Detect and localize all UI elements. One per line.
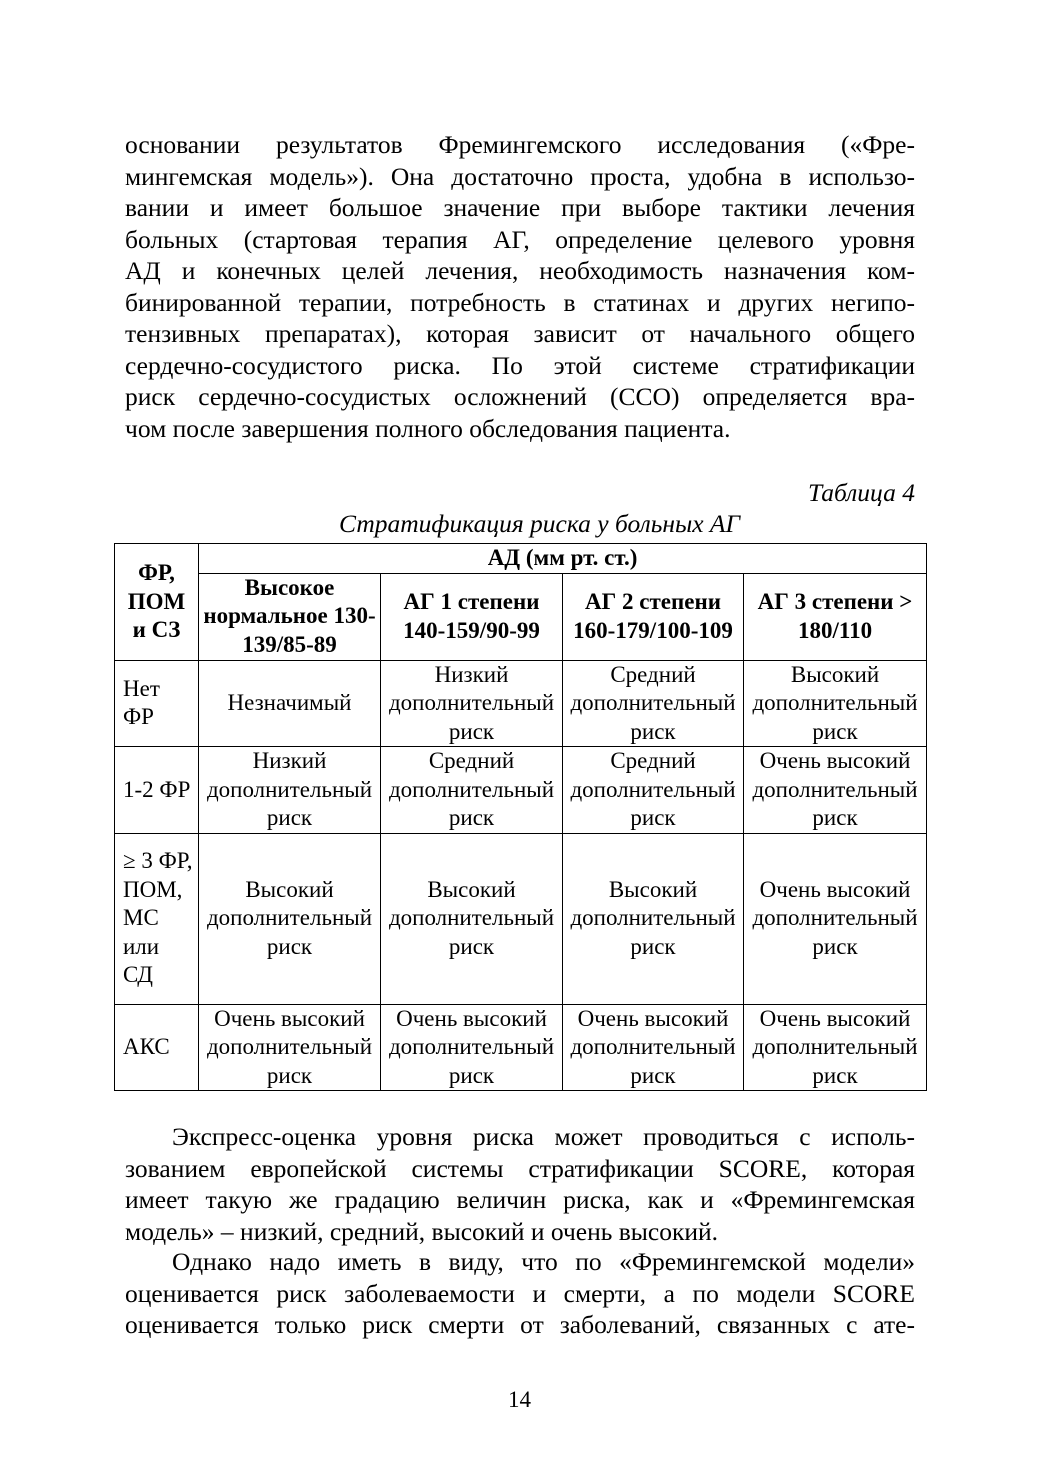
- table-header-row: [115, 544, 927, 574]
- text-line: оценивается риск заболеваемости и смерти, а по модели SCORE: [125, 1278, 915, 1308]
- column-header: АГ 3 степени > 180/110: [744, 573, 927, 660]
- table-cell: Высокий дополнительный риск: [381, 833, 563, 1004]
- page-number: 14: [508, 1387, 531, 1412]
- row-header: Нет ФР: [115, 660, 199, 747]
- table-row: [115, 833, 927, 1004]
- table-row: [115, 660, 927, 747]
- table-cell: Высокий дополнительный риск: [744, 660, 927, 747]
- text-line: мингемская модель»). Она достаточно проста, удобна в использо-: [125, 161, 915, 191]
- text-line: основании результатов Фремингемского исследования («Фре-: [125, 130, 915, 159]
- table-cell: Высокий дополнительный риск: [199, 833, 381, 1004]
- table-cell: Средний дополнительный риск: [563, 747, 744, 834]
- row-header: 1-2 ФР: [115, 747, 199, 834]
- text-line: имеет такую же градацию величин риска, как и «Фремингемская: [125, 1185, 915, 1214]
- text-line: модель» – низкий, средний, высокий и очень высокий.: [125, 1216, 719, 1246]
- table-cell: Низкий дополнительный риск: [199, 747, 381, 834]
- text-line: Однако надо иметь в виду, что по «Фремингемской модели»: [172, 1247, 915, 1276]
- score-paragraph: [125, 1121, 915, 1247]
- table-cell: Средний дополнительный риск: [563, 660, 744, 747]
- corner-header: ФР, ПОМ и СЗ: [115, 544, 199, 661]
- table-cell: Очень высокий дополнительный риск: [744, 833, 927, 1004]
- table-cell: Очень высокий дополнительный риск: [381, 1004, 563, 1091]
- table-cell: Высокий дополнительный риск: [563, 833, 744, 1004]
- table-subheader-row: [115, 573, 927, 660]
- text-line: риск сердечно-сосудистых осложнений (ССО) определяется вра-: [125, 382, 915, 411]
- column-header: Высокое нормальное 130-139/85-89: [199, 573, 381, 660]
- text-line: больных (стартовая терапия АГ, определение целевого уровня: [125, 224, 915, 254]
- table-cell: Очень высокий дополнительный риск: [744, 1004, 927, 1091]
- table-cell: Очень высокий дополнительный риск: [563, 1004, 744, 1091]
- table-title: Стратификация риска у больных АГ: [338, 509, 741, 538]
- text-line: оценивается только риск смерти от заболеваний, связанных с ате-: [125, 1310, 915, 1339]
- column-header: АГ 1 степени 140-159/90-99: [381, 573, 563, 660]
- table-row: [115, 747, 927, 834]
- table-row: [115, 1004, 927, 1091]
- text-line: бинированной терапии, потребность в статинах и других негипо-: [125, 287, 915, 317]
- row-header: АКС: [115, 1004, 199, 1091]
- row-header: ≥ 3 ФР, ПОМ, МС или СД: [115, 833, 199, 1004]
- intro-paragraph: [125, 129, 915, 444]
- table-label: Таблица 4: [807, 478, 915, 507]
- column-header: АГ 2 степени 160-179/100-109: [563, 573, 744, 660]
- table-cell: Низкий дополнительный риск: [381, 660, 563, 747]
- table-cell: Средний дополнительный риск: [381, 747, 563, 834]
- text-line: чом после завершения полного обследования пациента.: [125, 413, 731, 443]
- text-line: АД и конечных целей лечения, необходимость назначения ком-: [125, 256, 915, 285]
- framingham-paragraph: [125, 1246, 915, 1341]
- table-cell: Очень высокий дополнительный риск: [744, 747, 927, 834]
- text-line: зованием европейской системы стратификации SCORE, которая: [125, 1153, 915, 1183]
- table-cell: Незначимый: [199, 660, 381, 747]
- text-line: вании и имеет большое значение при выборе тактики лечения: [125, 193, 915, 222]
- risk-table: [114, 543, 927, 1091]
- table-cell: Очень высокий дополнительный риск: [199, 1004, 381, 1091]
- text-line: Экспресс-оценка уровня риска может проводиться с исполь-: [172, 1122, 915, 1151]
- bp-group-header: АД (мм рт. ст.): [199, 544, 927, 574]
- text-line: тензивных препаратах), которая зависит от начального общего: [125, 319, 915, 348]
- text-line: сердечно-сосудистого риска. По этой системе стратификации: [125, 350, 915, 380]
